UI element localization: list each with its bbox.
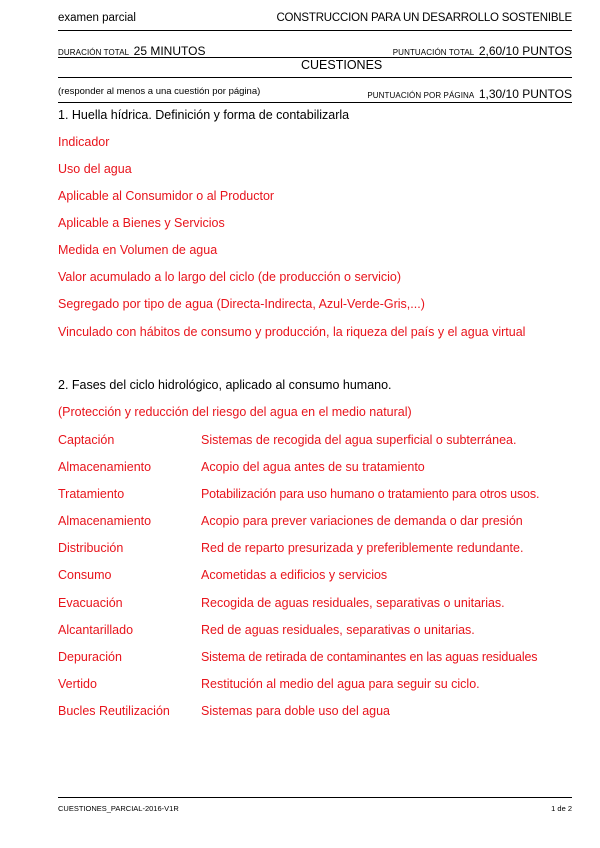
q1-answer: Uso del agua bbox=[58, 162, 132, 176]
phase-term: Evacuación bbox=[58, 596, 123, 610]
title-rule bbox=[58, 77, 572, 78]
instructions-rule bbox=[58, 102, 572, 103]
exam-type: examen parcial bbox=[58, 12, 136, 24]
footer-rule bbox=[58, 797, 572, 798]
duration-label: DURACIÓN TOTAL bbox=[58, 48, 130, 57]
q1-answer: Segregado por tipo de agua (Directa-Indirecta, Azul-Verde-Gris,...) bbox=[58, 297, 425, 311]
q1-answer: Aplicable a Bienes y Servicios bbox=[58, 216, 225, 230]
score-value: 2,60/10 PUNTOS bbox=[478, 44, 572, 58]
page-score bbox=[367, 85, 572, 103]
question-2-title: 2. Fases del ciclo hidrológico, aplicado al consumo humano. bbox=[58, 378, 392, 392]
phase-term: Captación bbox=[58, 433, 115, 447]
q1-answer: Aplicable al Consumidor o al Productor bbox=[58, 189, 275, 203]
phase-definition: Sistemas de recogida del agua superficial o subterránea. bbox=[201, 433, 517, 447]
page-number: 1 de 2 bbox=[551, 804, 572, 813]
duration-value: 25 MINUTOS bbox=[133, 44, 206, 58]
phase-definition: Sistemas para doble uso del agua bbox=[201, 704, 391, 718]
q1-answer: Vinculado con hábitos de consumo y producción, la riqueza del país y el agua virtual bbox=[58, 325, 526, 339]
phase-term: Consumo bbox=[58, 568, 112, 582]
phase-definition: Sistema de retirada de contaminantes en las aguas residuales bbox=[201, 650, 538, 664]
instructions: (responder al menos a una cuestión por página) bbox=[58, 86, 261, 97]
phase-definition: Acometidas a edificios y servicios bbox=[201, 568, 388, 582]
phase-term: Bucles Reutilización bbox=[58, 704, 170, 718]
page-score-label: PUNTUACIÓN POR PÁGINA bbox=[367, 91, 475, 100]
phase-definition: Red de reparto presurizada y preferiblemente redundante. bbox=[201, 541, 524, 555]
phase-term: Vertido bbox=[58, 677, 97, 691]
q1-answer: Medida en Volumen de agua bbox=[58, 243, 218, 257]
phase-definition: Restitución al medio del agua para seguir su ciclo. bbox=[201, 677, 480, 691]
q1-answer: Indicador bbox=[58, 135, 110, 149]
page-score-value: 1,30/10 PUNTOS bbox=[478, 87, 572, 101]
phase-definition: Acopio para prever variaciones de demanda o dar presión bbox=[201, 514, 523, 528]
phase-term: Distribución bbox=[58, 541, 124, 555]
phase-definition: Potabilización para uso humano o tratamiento para otros usos. bbox=[201, 487, 540, 501]
q2-intro: (Protección y reducción del riesgo del agua en el medio natural) bbox=[58, 405, 412, 419]
phase-definition: Acopio del agua antes de su tratamiento bbox=[201, 460, 425, 474]
phase-term: Tratamiento bbox=[58, 487, 125, 501]
phase-definition: Recogida de aguas residuales, separativas o unitarias. bbox=[201, 596, 505, 610]
footer-code: CUESTIONES_PARCIAL-2016-V1R bbox=[58, 804, 179, 813]
question-1-title: 1. Huella hídrica. Definición y forma de contabilizarla bbox=[58, 108, 350, 122]
q1-answer: Valor acumulado a lo largo del ciclo (de producción o servicio) bbox=[58, 270, 401, 284]
phase-term: Depuración bbox=[58, 650, 122, 664]
course-title: CONSTRUCCION PARA UN DESARROLLO SOSTENIBLE bbox=[276, 12, 572, 24]
score-label: PUNTUACIÓN TOTAL bbox=[392, 48, 475, 57]
phase-term: Almacenamiento bbox=[58, 514, 152, 528]
phase-term: Alcantarillado bbox=[58, 623, 134, 637]
header-rule bbox=[58, 30, 572, 31]
page-title: CUESTIONES bbox=[301, 58, 383, 72]
phase-definition: Red de aguas residuales, separativas o unitarias. bbox=[201, 623, 475, 637]
phase-term: Almacenamiento bbox=[58, 460, 152, 474]
